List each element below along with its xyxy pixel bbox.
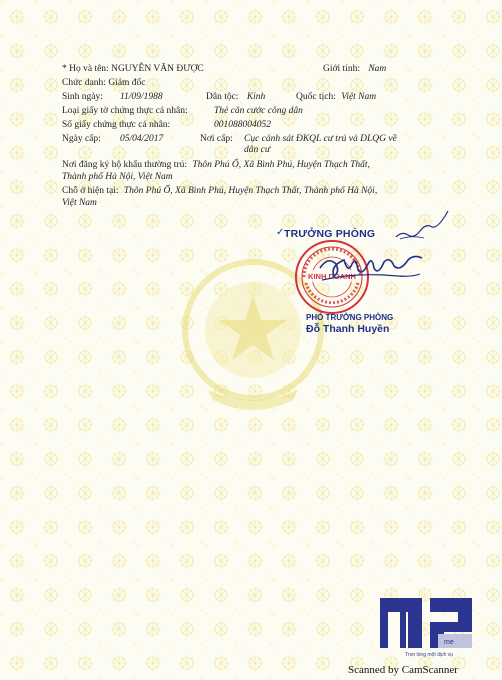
registered-address-line2-row <box>62 171 173 183</box>
current-address-line2: Việt Nam <box>62 198 97 208</box>
flag-mark-icon: ✓ <box>276 227 285 238</box>
registered-address-row <box>62 159 370 171</box>
current-address-line2-row <box>62 197 97 209</box>
id-number-value-cell <box>214 119 271 131</box>
logo-me-text: me <box>444 639 454 646</box>
deputy-title: PHÓ TRƯỞNG PHÒNG <box>306 313 394 322</box>
scanner-footer: Scanned by CamScanner <box>348 664 458 676</box>
id-type-row <box>62 105 188 117</box>
issue-place-line2: dân cư <box>244 145 271 155</box>
issue-date-value-cell <box>120 133 163 145</box>
gender-value: Nam <box>368 64 387 74</box>
nationality-row <box>296 91 376 103</box>
id-number-value: 001088004052 <box>214 120 271 130</box>
position-value: Giám đốc <box>108 78 146 88</box>
issue-date-row <box>62 133 101 145</box>
position-row <box>62 77 146 89</box>
nationality-value: Việt Nam <box>341 92 377 102</box>
dob-label: Sinh ngày: <box>62 92 103 102</box>
issue-place-line1: Cục cảnh sát ĐKQL cư trú và DLQG về <box>244 134 397 144</box>
dob-label-cell <box>62 91 103 103</box>
position-label: Chức danh: <box>62 78 106 88</box>
deputy-signature <box>316 246 426 286</box>
ethnicity-row <box>206 91 265 103</box>
registered-address-line1: Thôn Phú Ổ, Xã Bình Phú, Huyện Thạch Thất, <box>192 160 370 170</box>
id-number-row <box>62 119 170 131</box>
id-number-label: Số giấy chứng thực cá nhân: <box>62 120 171 130</box>
deputy-name: Đỗ Thanh Huyền <box>306 323 390 335</box>
ethnicity-label: Dân tộc: <box>206 92 239 102</box>
nationality-label: Quốc tịch: <box>296 92 336 102</box>
initial-signature <box>392 205 452 245</box>
id-type-label: Loại giấy tờ chứng thực cá nhân: <box>62 106 188 116</box>
name-row <box>62 63 204 75</box>
issue-place-line2-cell <box>244 144 270 156</box>
ethnicity-value: Kinh <box>246 92 266 102</box>
registered-address-line2: Thành phố Hà Nội, Việt Nam <box>62 172 173 182</box>
gender-row <box>323 63 386 75</box>
name-label: * Họ và tên: <box>62 64 109 74</box>
stamp-text: KINH DOANH <box>308 272 356 281</box>
issue-place-label-cell <box>200 133 233 145</box>
current-address-label: Chỗ ở hiện tại: <box>62 186 119 196</box>
name-value: NGUYỄN VĂN ĐƯỢC <box>111 64 204 74</box>
head-of-department-title: TRƯỞNG PHÒNG <box>284 228 376 240</box>
dob-value: 11/09/1988 <box>120 92 163 102</box>
dob-value-cell <box>120 91 163 103</box>
gender-label: Giới tính: <box>323 64 360 74</box>
issue-date-label: Ngày cấp: <box>62 134 101 144</box>
id-type-value-cell <box>214 105 303 117</box>
issue-date-value: 05/04/2017 <box>120 134 164 144</box>
n2-logo <box>378 594 476 660</box>
current-address-line1: Thôn Phú Ổ, Xã Bình Phú, Huyện Thạch Thất, Thành phố Hà Nội, <box>123 186 378 196</box>
current-address-row <box>62 185 377 197</box>
id-type-value: Thẻ căn cước công dân <box>214 106 303 116</box>
issue-place-label: Nơi cấp: <box>200 134 233 144</box>
registered-address-label: Nơi đăng ký hộ khẩu thường trú: <box>62 160 187 170</box>
logo-caption: Trọn lòng một dịch vụ <box>405 652 453 658</box>
